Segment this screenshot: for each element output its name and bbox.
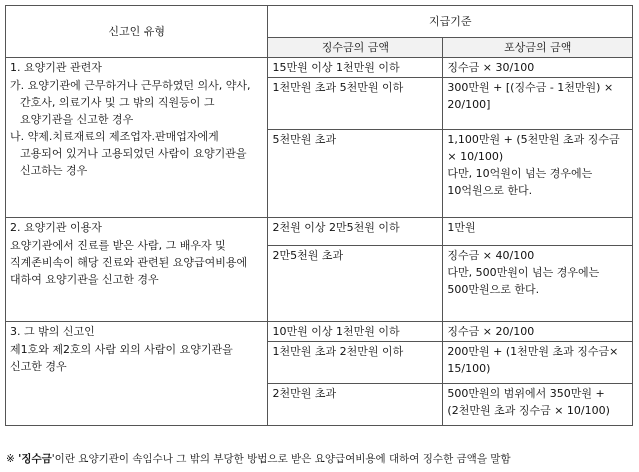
amount-cell: 1천만원 초과 2천만원 이하 — [268, 342, 443, 384]
amount-cell: 2천원 이상 2만5천원 이하 — [268, 218, 443, 246]
table-row — [6, 58, 633, 78]
reward-cap-note: 다만, 10억원이 넘는 경우에는 10억원으로 한다. — [447, 167, 593, 197]
reward-cell — [443, 130, 633, 218]
header-pay-standard: 지급기준 — [268, 6, 633, 38]
footnote-prefix: ※ — [6, 453, 19, 465]
group-title: 1. 요양기관 관련자 — [10, 61, 102, 74]
reward-formula: 1,100만원 + (5천만원 초과 징수금 × 10/100) — [447, 133, 620, 163]
reward-formula: 징수금 × 40/100 — [447, 249, 535, 262]
reward-table — [5, 5, 633, 426]
group-title: 2. 요양기관 이용자 — [10, 221, 102, 234]
footnote-text: '이란 요양기관이 속임수나 그 밖의 부당한 방법으로 받은 요양급여비용에 대하여 징수한 금액을 말함 — [51, 453, 511, 465]
table-row — [6, 322, 633, 342]
reporter-type-cell — [6, 218, 268, 322]
reward-cell — [443, 246, 633, 322]
header-collection-amount: 징수금의 금액 — [268, 38, 443, 58]
amount-cell: 15만원 이상 1천만원 이하 — [268, 58, 443, 78]
header-reporter-type: 신고인 유형 — [6, 6, 268, 58]
reward-cell: 200만원 + (1천만원 초과 징수금× 15/100) — [443, 342, 633, 384]
amount-cell: 1천만원 초과 5천만원 이하 — [268, 78, 443, 130]
reporter-type-cell — [6, 322, 268, 426]
group-item: 가. 요양기관에 근무하거나 근무하였던 의사, 약사, 간호사, 의료기사 및 그 밖의 직원등이 그 요양기관을 신고한 경우 — [10, 79, 251, 126]
group-body: 요양기관에서 진료를 받은 사람, 그 배우자 및 직계존비속이 해당 진료와 관련된 요양급여비용에 대하여 요양기관을 신고한 경우 — [10, 239, 248, 286]
footnote-term: '징수금 — [18, 453, 52, 465]
header-reward-amount: 포상금의 금액 — [443, 38, 633, 58]
table-row — [6, 218, 633, 246]
reward-cell: 징수금 × 20/100 — [443, 322, 633, 342]
amount-cell: 5천만원 초과 — [268, 130, 443, 218]
group-item: 나. 약제.치료재료의 제조업자.판매업자에게 고용되어 있거나 고용되었던 사람이 요양기관을 신고하는 경우 — [10, 130, 247, 177]
group-title: 3. 그 밖의 신고인 — [10, 325, 95, 338]
amount-cell: 10만원 이상 1천만원 이하 — [268, 322, 443, 342]
reward-cap-note: 다만, 500만원이 넘는 경우에는 500만원으로 한다. — [447, 266, 600, 296]
reward-cell: 500만원의 범위에서 350만원 + (2천만원 초과 징수금 × 10/100) — [443, 384, 633, 426]
group-body: 제1호와 제2호의 사람 외의 사람이 요양기관을 신고한 경우 — [10, 343, 233, 373]
amount-cell: 2천만원 초과 — [268, 384, 443, 426]
reward-cell: 1만원 — [443, 218, 633, 246]
amount-cell: 2만5천원 초과 — [268, 246, 443, 322]
footnote — [6, 452, 634, 466]
reward-cell: 징수금 × 30/100 — [443, 58, 633, 78]
reward-cell: 300만원 + [(징수금 - 1천만원) × 20/100] — [443, 78, 633, 130]
reporter-type-cell — [6, 58, 268, 218]
